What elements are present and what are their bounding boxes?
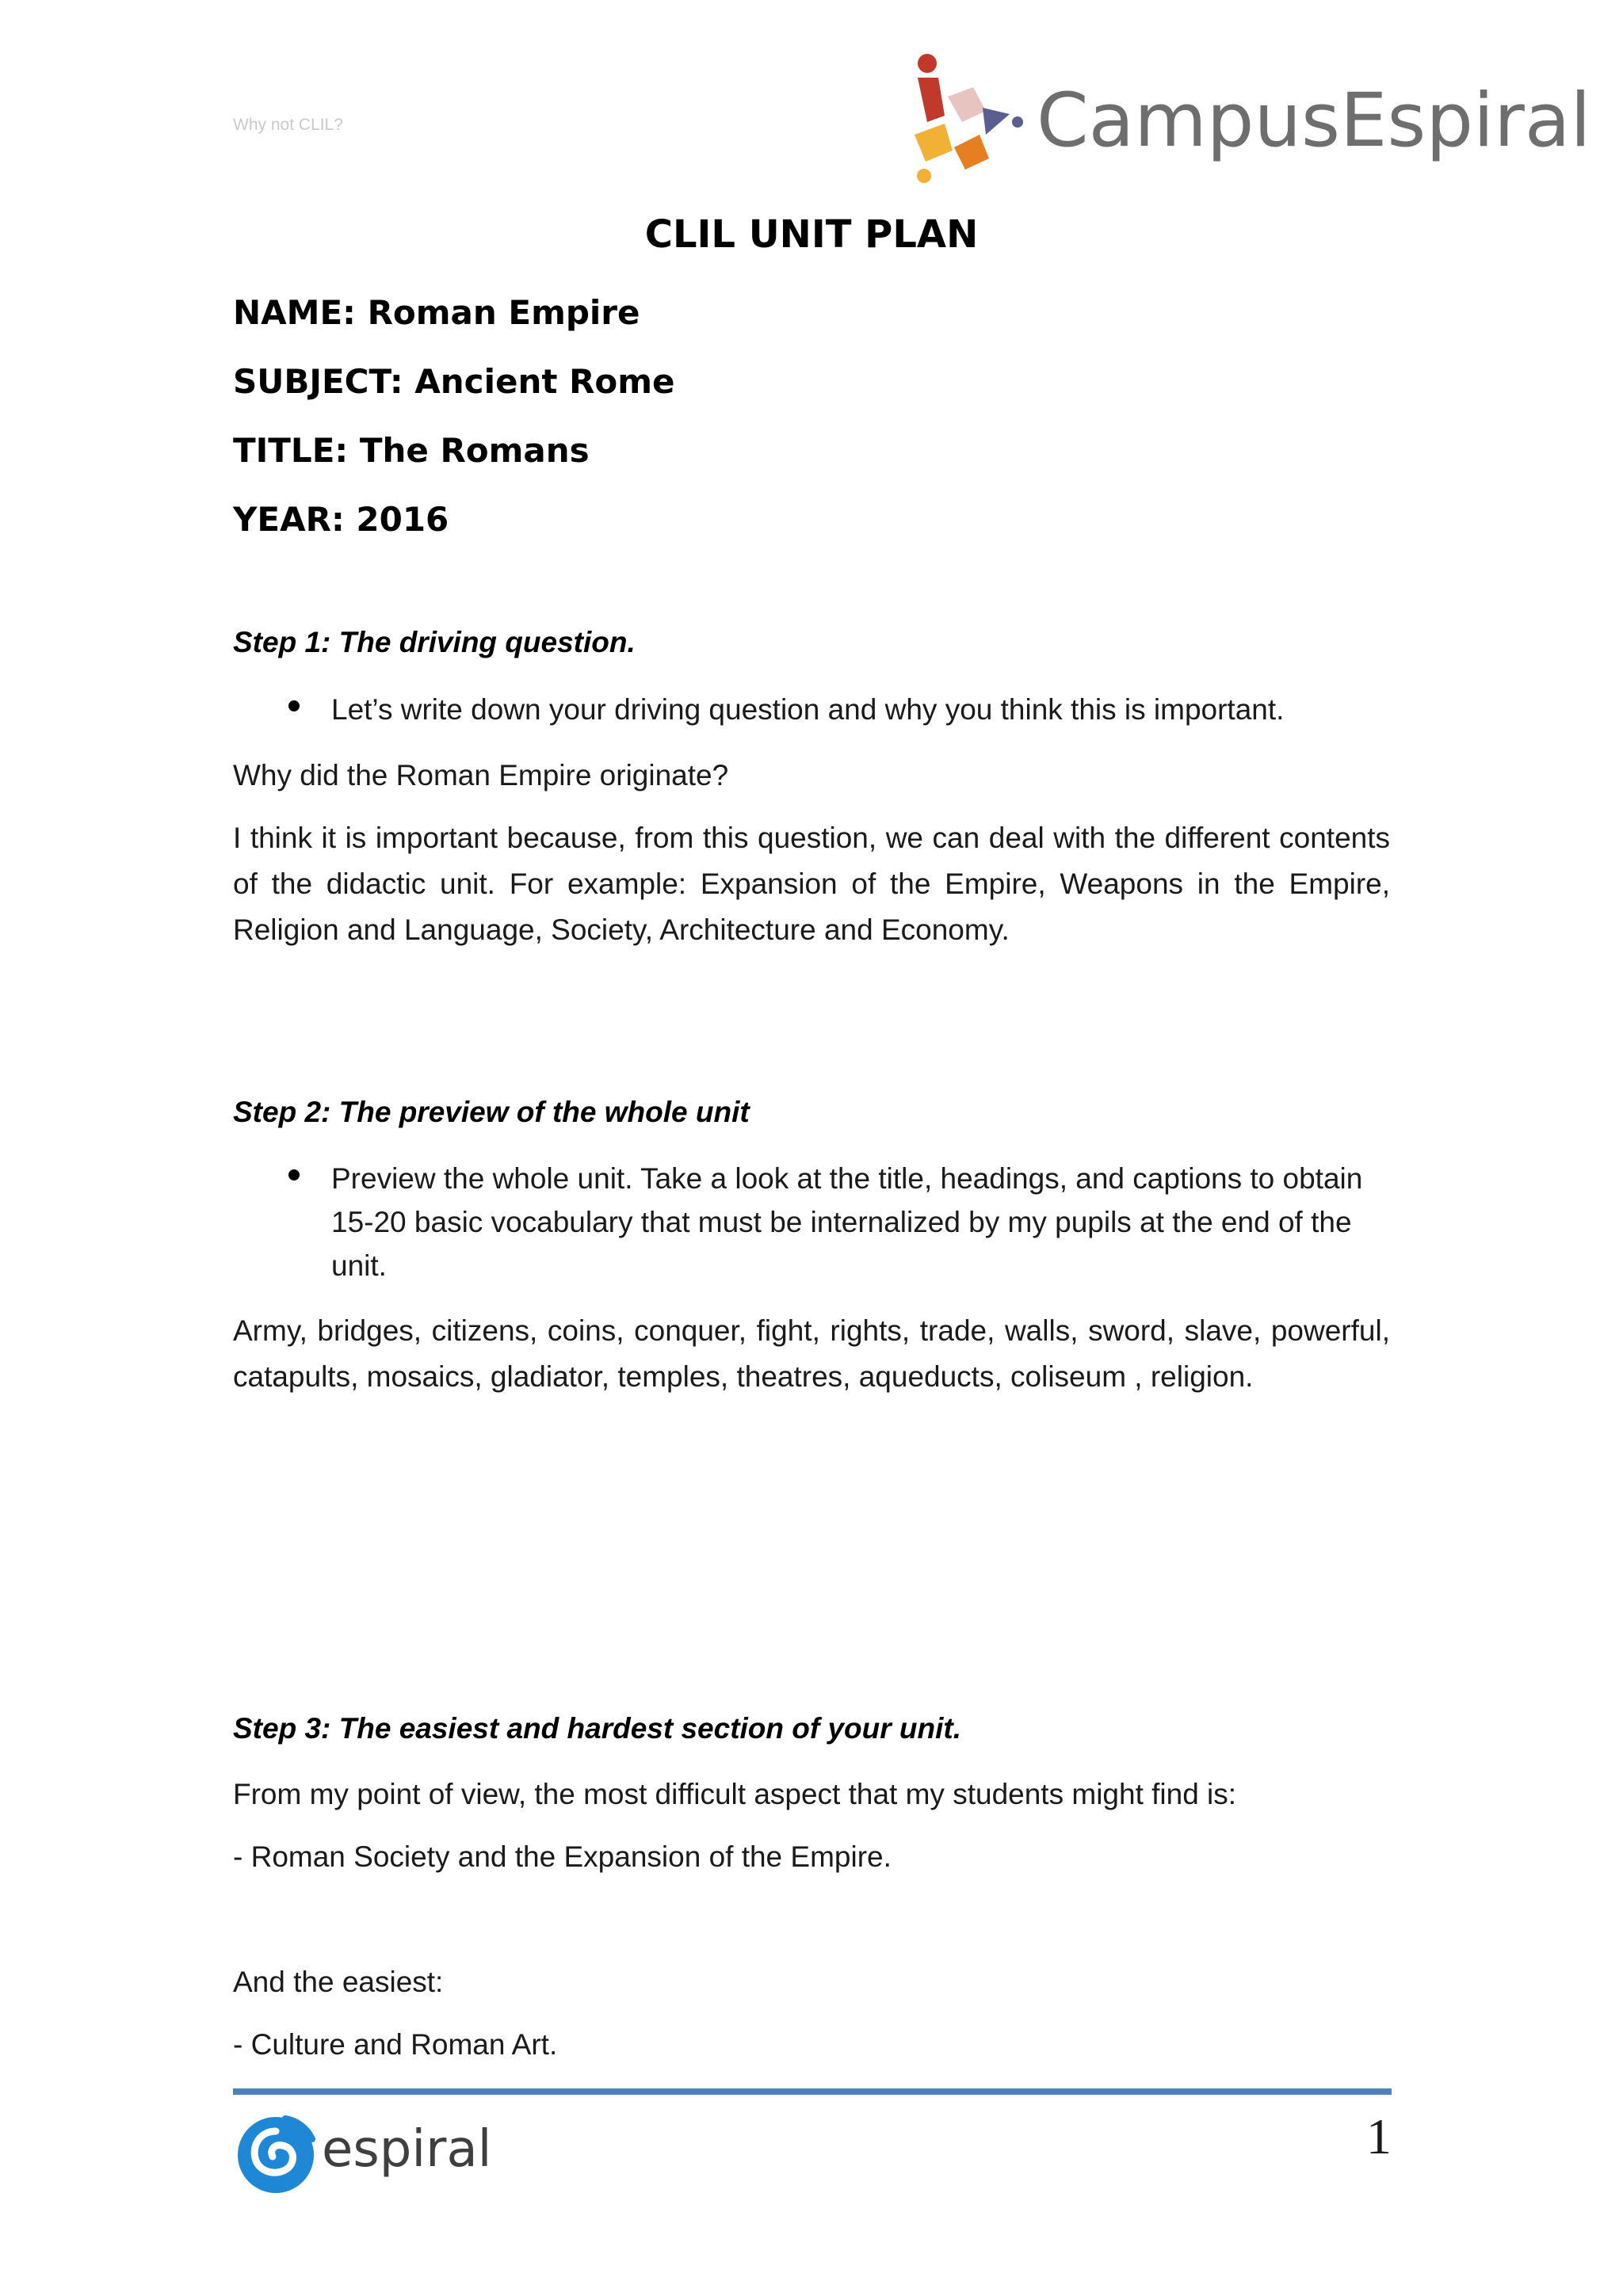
meta-label: NAME: xyxy=(233,293,356,332)
campus-espiral-brand xyxy=(903,46,1591,189)
campus-espiral-logo-icon xyxy=(903,46,1030,189)
step-1-rationale: I think it is important because, from this question, we can deal with the different contents of the didactic unit. For example: Expansion of the Empire, Weapons in the Empire, Religion and Language, Society, Architecture and Economy. xyxy=(233,822,1390,946)
page-number: 1 xyxy=(1366,2108,1392,2164)
meta-label: TITLE: xyxy=(233,431,349,470)
bullet-text: Preview the whole unit. Take a look at the title, headings, and captions to obtain 15-20 basic vocabulary that must be internalized by my pupils at the end of the unit. xyxy=(331,1162,1363,1282)
step-2-bullet xyxy=(233,1157,1390,1287)
step-3-difficult-item: - Roman Society and the Expansion of the Empire. xyxy=(233,1840,892,1873)
meta-value: 2016 xyxy=(356,500,449,539)
footer-brand-word: espiral xyxy=(322,2120,492,2179)
step-1-bullet xyxy=(233,688,1390,731)
meta-year xyxy=(233,500,449,539)
step-3-difficult-intro: From my point of view, the most difficult aspect that my students might find is: xyxy=(233,1778,1237,1810)
document-title: CLIL UNIT PLAN xyxy=(644,212,979,257)
meta-name xyxy=(233,293,640,332)
brand-name: CampusEspiral xyxy=(1037,78,1591,164)
step-2-heading: Step 2: The preview of the whole unit xyxy=(233,1096,750,1128)
step-2-vocabulary: Army, bridges, citizens, coins, conquer, fight, rights, trade, walls, sword, slave, powerful, catapults, mosaics, gladiator, temples, theatres, aqueducts, coliseum , religion. xyxy=(233,1314,1390,1393)
meta-value: Roman Empire xyxy=(367,293,640,332)
step-3-easiest-item: - Culture and Roman Art. xyxy=(233,2028,558,2061)
meta-title xyxy=(233,431,590,470)
step-1-heading: Step 1: The driving question. xyxy=(233,626,636,658)
meta-value: Ancient Rome xyxy=(414,362,675,401)
espiral-logo-icon xyxy=(231,2104,327,2199)
bullet-icon xyxy=(288,1169,300,1180)
step-3-easiest-intro: And the easiest: xyxy=(233,1966,444,1998)
meta-subject xyxy=(233,362,675,401)
bullet-text: Let’s write down your driving question and why you think this is important. xyxy=(331,693,1285,726)
footer-rule xyxy=(233,2088,1392,2095)
meta-value: The Romans xyxy=(359,431,590,470)
header-note: Why not CLIL? xyxy=(233,116,343,134)
step-3-heading: Step 3: The easiest and hardest section of your unit. xyxy=(233,1712,962,1745)
meta-label: SUBJECT: xyxy=(233,362,403,401)
meta-label: YEAR: xyxy=(233,500,345,539)
step-1-question: Why did the Roman Empire originate? xyxy=(233,759,729,791)
bullet-icon xyxy=(288,700,300,711)
